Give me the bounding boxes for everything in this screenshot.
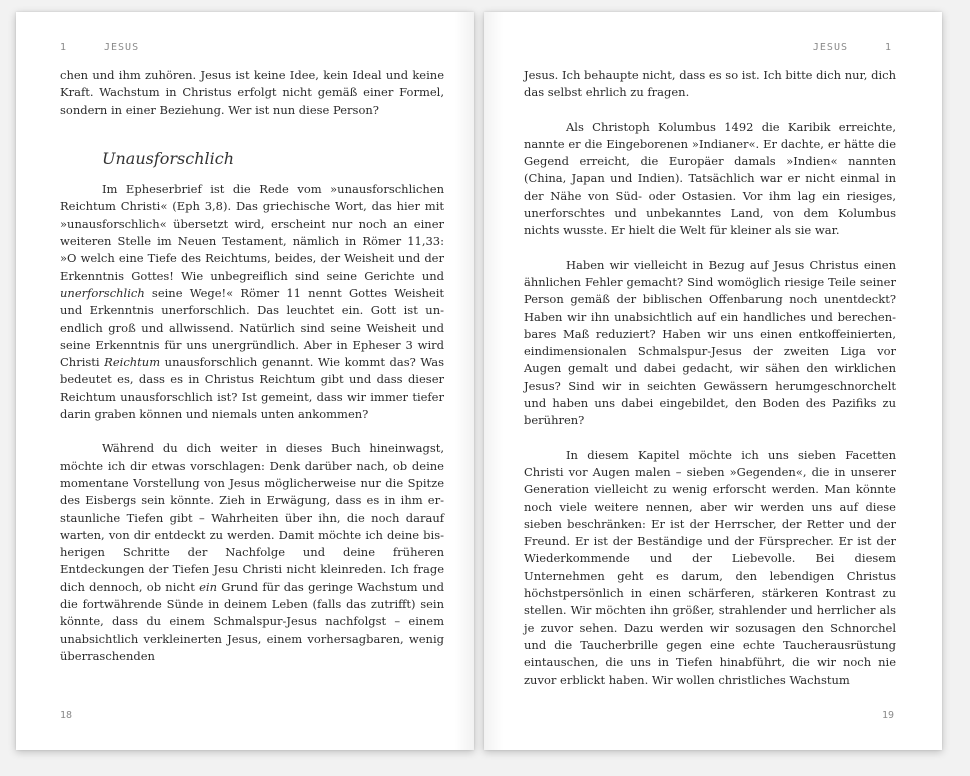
right-paragraph-3: Haben wir vielleicht in Bezug auf Jesus Christus einen ähnlichen Fehler gemacht? Sind womöglich riesige Teile seiner Person gemäß der biblischen Offenbarung noch unentdeckt? Haben wir ihn unabsichtlich auf ein handliches und berechenbares Maß reduziert? Haben wir uns einen entkoffeinierten, eindimensionalen Schmalspur-Jesus der zweiten Liga vor Augen gemalt und dabei gedacht, wir sähen den wirklichen Jesus? Sind wir in seichten Gewässern herumgeschnorchelt und haben uns dabei eingebildet, den Boden des Pazifiks zu berühren? [524,257,896,428]
left-paragraph-2 [60,181,444,423]
left-gutter-shadow [454,12,474,750]
left-p2-text-c: unausforschlich genannt. Wie kommt das? Was bedeutet es, dass es in Christus Reichtum gibt und dass dieser Reichtum unausforschlich ist? Ist gemeint, dass wir immer tiefer darin graben können und niemals unten ankommen? [60,355,444,422]
left-page-number: 18 [60,710,73,721]
left-p3-italic: ein [199,579,217,594]
left-p2-text-b: seine Wege!« Römer 11 nennt Gottes Weisheit und Erkenntnis unerforschlich. Das leuchtet ein. Gott ist unendlich groß und allwissend. Natürlich sind seine Weisheit und seine Erkenntnis für uns unergründlich. Aber in Epheser 3 wird Christi [60,285,444,370]
left-p2-text-a: Im Epheserbrief ist die Rede vom »unausforschlichen Reichtum Christi« (Eph 3,8). Das griechische Wort, das hier mit »unausforschlich« übersetzt wird, erscheint nur noch an einer weiteren Stelle im Neuen Testament, nämlich in Römer 11,33: »O welch eine Tiefe des Reichtums, beides, der Weisheit und der Erkenntnis Gottes! Wie unbegreiflich sind seine Gerichte und [60,182,444,283]
right-paragraph-2: Als Christoph Kolumbus 1492 die Karibik erreichte, nannte er die Eingeborenen »Indianer«. Er dachte, er hätte die Gegend erreicht, die Europäer damals »Indien« nannten (China, Japan und Indien). Tatsächlich war er nicht einmal in der Nähe von Süd- oder Ostasien. Vor ihm lag ein riesiges, unerforschtes und unbekanntes Land, von dem Kolumbus nichts wusste. Er hielt die Welt für kleiner als sie war. [524,119,896,238]
left-p3-text-b: Grund für das geringe Wachstum und die fortwährende Sünde in deinem Leben (falls das zutrifft) sein könnte, dass du einem Schmalspur-Jesus nachfolgst – einem unabsichtlich verkleinerten Jesus, einem vorhersagbaren, wenig überraschenden [60,579,444,663]
left-p3-text-a: Während du dich weiter in dieses Buch hineinwagst, möchte ich dir etwas vorschlagen: Denk darüber nach, ob deine momentane Vorstellung von Jesus möglicherweise nur die Spitze des Eisbergs sein könnte. Zieh in Erwägung, dass es in ihm erstaunliche Tiefen gibt – Wahrheiten über ihn, die noch darauf warten, von dir entdeckt zu werden. Damit möchte ich deine bisherigen Schritte der Nachfolge und deine früheren Entdeckungen der Tiefen Jesu Christi nicht kleinreden. Ich frage dich dennoch, ob nicht [60,441,444,594]
left-paragraph-1: chen und ihm zuhören. Jesus ist keine Idee, kein Ideal und keine Kraft. Wachstum in Christus erfolgt nicht gemäß einer Formel, sondern in einer Beziehung. Wer ist nun diese Person? [60,68,444,117]
right-chapter-number: 1 [884,42,892,53]
right-page [484,12,942,750]
left-page [16,12,474,750]
right-page-number: 19 [881,710,894,721]
right-running-head: JESUS [812,42,848,53]
left-paragraph-3 [60,440,444,665]
left-chapter-number: 1 [60,42,68,53]
right-paragraph-4: In diesem Kapitel möchte ich uns sieben Facetten Christi vor Augen malen – sieben »Gegenden«, die in unserer Generation vielleicht zu wenig erforscht werden. Man könnte noch viele weitere nennen, aber wir werden uns auf diese sieben beschränken: Er ist der Herrscher, der Retter und der Freund. Er ist der Beständige und der Fürsprecher. Er ist der Wiederkommende und der Liebevolle. Bei diesem Unternehmen geht es darum, den lebendigen Christus höchstpersönlich in einen schärferen, stärkeren Kontrast zu stellen. Wir möchten ihn größer, strahlender und herrlicher als je zuvor sehen. Dazu werden wir sozusagen den Schnorchel und die Taucherbrille gegen eine echte Taucherausrüstung eintauschen, die uns in Tiefen hinabführt, die wir noch nie zuvor erblickt haben. Wir wollen christliches Wachstum [524,447,896,687]
right-paragraph-1: Jesus. Ich behaupte nicht, dass es so ist. Ich bitte dich nur, dich das selbst ehrlich zu fragen. [524,68,896,100]
left-body-text [60,67,444,665]
right-body-text [524,67,896,689]
section-heading: Unausforschlich [102,148,235,168]
left-p2-italic-1: unerforschlich [60,285,145,300]
left-p2-italic-2: Reichtum [104,355,161,370]
right-gutter-shadow [484,12,504,750]
left-running-head: JESUS [104,42,140,53]
